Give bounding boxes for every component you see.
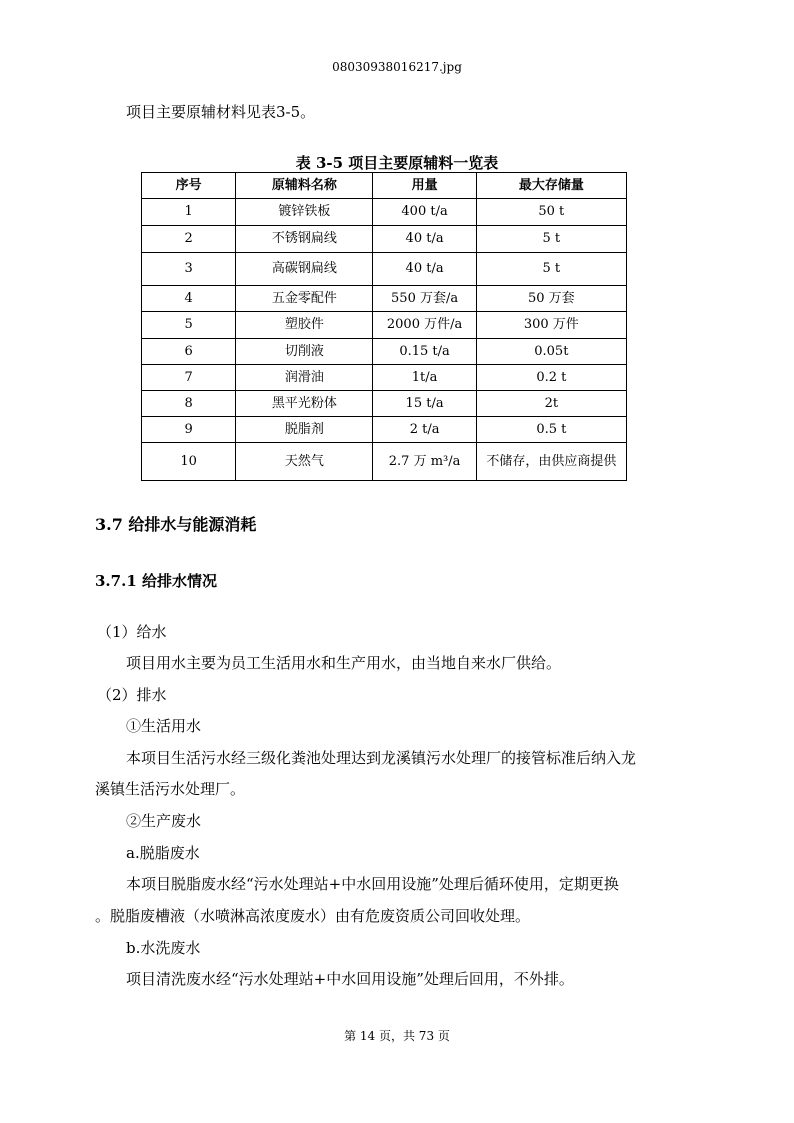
cell-usage: 40 t/a — [373, 253, 476, 286]
cell-index: 4 — [142, 286, 236, 312]
paragraph-washing-label: b.水洗废水 — [126, 939, 201, 957]
table-row — [142, 339, 627, 365]
table-row — [142, 443, 627, 481]
cell-index: 6 — [142, 339, 236, 365]
intro-paragraph: 项目主要原辅材料见表3-5。 — [126, 103, 316, 121]
cell-usage: 1t/a — [373, 365, 476, 391]
cell-usage: 550 万套/a — [373, 286, 476, 312]
cell-name: 高碳钢扁线 — [236, 253, 373, 286]
cell-storage: 2t — [476, 391, 626, 417]
paragraph-domestic-water-line1: 本项目生活污水经三级化粪池处理达到龙溪镇污水处理厂的接管标准后纳入龙 — [126, 749, 637, 767]
cell-storage: 0.5 t — [476, 417, 626, 443]
table-row — [142, 417, 627, 443]
paragraph-water-supply-label: （1）给水 — [97, 623, 167, 641]
cell-name: 镀锌铁板 — [236, 199, 373, 226]
paragraph-washing-line1: 项目清洗废水经“污水处理站+中水回用设施”处理后回用，不外排。 — [126, 970, 574, 988]
cell-storage: 0.2 t — [476, 365, 626, 391]
subsection-heading: 3.7.1 给排水情况 — [95, 572, 217, 590]
cell-index: 8 — [142, 391, 236, 417]
paragraph-domestic-water-line2: 溪镇生活污水处理厂。 — [95, 780, 246, 798]
cell-usage: 2.7 万 m³/a — [373, 443, 476, 481]
cell-storage: 5 t — [476, 253, 626, 286]
table-row — [142, 226, 627, 253]
cell-usage: 40 t/a — [373, 226, 476, 253]
cell-index: 5 — [142, 312, 236, 339]
paragraph-production-wastewater-label: ②生产废水 — [126, 812, 202, 830]
paragraph-domestic-water-label: ①生活用水 — [126, 717, 202, 735]
cell-name: 天然气 — [236, 443, 373, 481]
header-cell-storage: 最大存储量 — [476, 173, 626, 199]
cell-storage: 不储存，由供应商提供 — [476, 443, 626, 481]
header-cell-index: 序号 — [142, 173, 236, 199]
paragraph-drainage-label: （2）排水 — [97, 686, 167, 704]
cell-usage: 0.15 t/a — [373, 339, 476, 365]
cell-storage: 300 万件 — [476, 312, 626, 339]
table-row — [142, 391, 627, 417]
paragraph-degreasing-label: a.脱脂废水 — [126, 844, 200, 862]
cell-name: 黑平光粉体 — [236, 391, 373, 417]
cell-storage: 50 t — [476, 199, 626, 226]
cell-index: 7 — [142, 365, 236, 391]
header-cell-name: 原辅料名称 — [236, 173, 373, 199]
cell-index: 1 — [142, 199, 236, 226]
section-heading: 3.7 给排水与能源消耗 — [95, 515, 257, 534]
table-caption: 表 3-5 项目主要原辅料一览表 — [295, 154, 499, 172]
image-filename: 08030938016217.jpg — [332, 60, 462, 74]
page-number-footer: 第 14 页，共 73 页 — [344, 1029, 450, 1043]
cell-usage: 2000 万件/a — [373, 312, 476, 339]
cell-index: 10 — [142, 443, 236, 481]
table-header-row — [142, 173, 627, 199]
cell-index: 3 — [142, 253, 236, 286]
cell-storage: 50 万套 — [476, 286, 626, 312]
cell-name: 润滑油 — [236, 365, 373, 391]
table-row — [142, 253, 627, 286]
cell-name: 脱脂剂 — [236, 417, 373, 443]
paragraph-degreasing-line2: 。脱脂废槽液（水喷淋高浓度废水）由有危废资质公司回收处理。 — [95, 907, 531, 925]
cell-storage: 0.05t — [476, 339, 626, 365]
cell-index: 9 — [142, 417, 236, 443]
table-row — [142, 286, 627, 312]
table-row — [142, 312, 627, 339]
paragraph-water-supply: 项目用水主要为员工生活用水和生产用水，由当地自来水厂供给。 — [126, 654, 562, 672]
paragraph-degreasing-line1: 本项目脱脂废水经“污水处理站+中水回用设施”处理后循环使用，定期更换 — [126, 875, 619, 893]
table-row — [142, 365, 627, 391]
cell-usage: 2 t/a — [373, 417, 476, 443]
header-cell-usage: 用量 — [373, 173, 476, 199]
cell-usage: 15 t/a — [373, 391, 476, 417]
cell-name: 塑胶件 — [236, 312, 373, 339]
cell-name: 五金零配件 — [236, 286, 373, 312]
cell-name: 切削液 — [236, 339, 373, 365]
cell-storage: 5 t — [476, 226, 626, 253]
table-row — [142, 199, 627, 226]
cell-name: 不锈钢扁线 — [236, 226, 373, 253]
cell-index: 2 — [142, 226, 236, 253]
materials-table — [141, 172, 627, 481]
cell-usage: 400 t/a — [373, 199, 476, 226]
